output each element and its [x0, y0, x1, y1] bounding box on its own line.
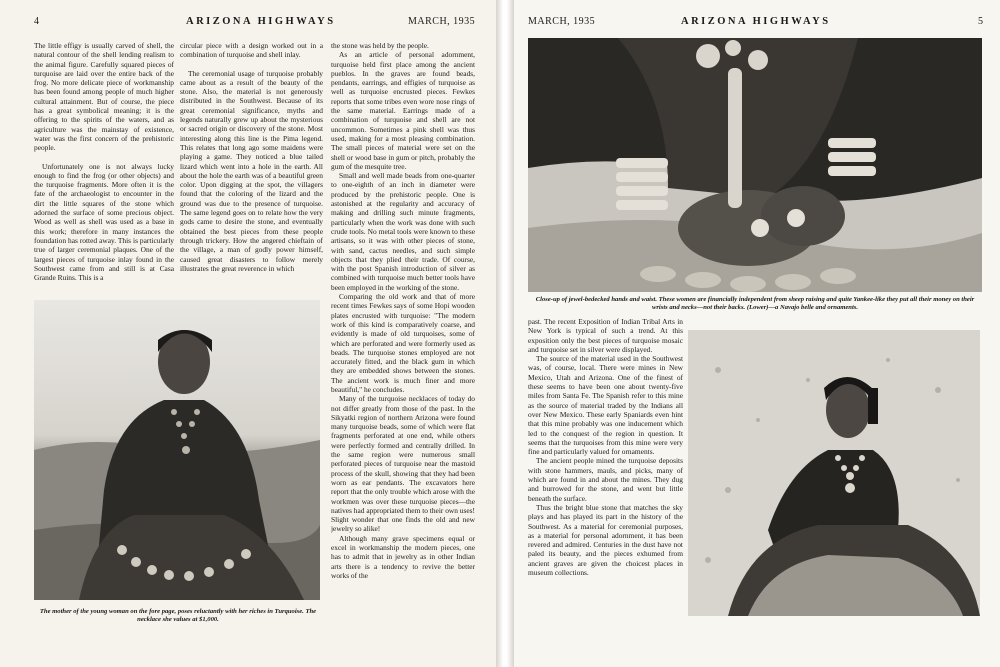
paragraph: Small and well made beads from one-quarter to one-eighth of an inch in diameter were produced by the prehistoric people. One is astonished at the regularity and accuracy of making and drilling such minute fragments, particularly when the work was done with such crude tools. No metal tools were known to these artisans, so it was with other pieces of stone, with sand, cactus needles, and such simple objects that they plied their trade. Of course, with the post Spanish introduction of silver as combined with turquoise much better tools have been employed in the working of the stone. [331, 171, 475, 292]
photo-jeweled-hands [528, 38, 982, 292]
photo-navajo-mother [34, 300, 320, 600]
paragraph: The ancient people mined the turquoise deposits with stone hammers, mauls, and picks, many of which are found in and about the mines. They dug and burrowed for the stone, and went but little beneath the surface. [528, 456, 683, 503]
left-column-3 [331, 41, 475, 647]
left-issue-date: MARCH, 1935 [408, 16, 476, 27]
paragraph: circular piece with a design worked out in a combination of turquoise and shell inlay. [180, 41, 323, 60]
paragraph: past. The recent Exposition of Indian Tribal Arts in New York is typical of such a trend. At this exposition only the best pieces of turquoise mosaic and turquoise set in silver were displayed. [528, 317, 683, 354]
right-page-number: 5 [978, 16, 984, 27]
left-column-1 [34, 41, 174, 319]
right-column-1 [528, 317, 683, 650]
right-top-photo-caption: Close-up of jewel-bedecked hands and waist. These women are financially independent from sheep raising and quite Yankee-like they put all their money on their wrists and necks—not their backs. (Lower)—a Navajo belle and ornaments. [535, 296, 975, 311]
left-magazine-title: ARIZONA HIGHWAYS [186, 16, 336, 27]
right-page [514, 0, 1000, 667]
paragraph: Comparing the old work and that of more recent times Fewkes says of some Hopi wooden plates encrusted with turquoise: "The modern work of this kind is comparatively coarse, and evidently is made of old turquoises, some of which are perforated and were formerly used as beads. The turquoise stones employed are not accurately fitted, and the black gum in which they are embedded shows between the stones. The ancient work is much finer and more beautiful," he concludes. [331, 292, 475, 394]
left-photo-caption: The mother of the young woman on the fore page, poses reluctantly with her riches in Turquoise. The necklace she values at $1,000. [39, 608, 317, 623]
left-column-2 [180, 41, 323, 319]
paragraph: The source of the material used in the Southwest was, of course, local. There were mines in New Mexico, Utah and Arizona. One of the finest of these seems to have been one about twenty-five miles from Santa Fe. The Spanish refer to this mine as the source of material traded by the Indians all over New Mexico. These early Spaniards even hint that this mine probably was one inducement which led to the conquest of the region in question. It seems that the turquoises from this mine were very fine and particularly valued for ornaments. [528, 354, 683, 457]
paragraph: The little effigy is usually carved of shell, the natural contour of the shell lending realism to the animal figure. Carefully squared pieces of turquoise are laid over the entire back of the frog. No more delicate piece of workmanship has been found among people of much higher cultural attainment. But of course, the piece has a great symbolical meaning; it is the offering to the spirits of the waters, and as agriculture was the mainstay of existence, water was the first concern of the prehistoric people. [34, 41, 174, 153]
photo-navajo-belle [688, 330, 980, 616]
right-magazine-title: ARIZONA HIGHWAYS [681, 16, 831, 27]
paragraph: Unfortunately one is not always lucky enough to find the frog (or other objects) and the turquoise fragments. More often it is the fate of the archaeologist to encounter in the dirt the little squares of the stone which adorned the surface of some precious object. Wood as well as shell was used as a base in this work; therefore in many instances the foundation has rotted away. This is particularly true of larger ceremonial plaques. One of the largest pieces of turquoise inlay found in the Southwest came from and still is at Casa Grande Ruins. This is a [34, 161, 174, 283]
paragraph: Although many grave specimens equal or excel in workmanship the modern pieces, one has to admit that in jewelry as in other Indian arts there is a tendency to revive the better works of the [331, 533, 475, 580]
page-gutter [496, 0, 514, 667]
paragraph: The ceremonial usage of turquoise probably came about as a result of the beauty of the stone. Also, the material is not generously distributed in the Southwest. Because of its great ceremonial significance, myths and legends naturally grew up about the mysterious or sacred origin or discovery of the stone. Most interesting along this line is the Pima legend. This relates that long ago some maidens were playing a game. They noticed a blue tailed lizard which went into a hole in the earth. All about the hole the earth was of a beautiful green color. Upon digging at the spot, the villagers found that the coloring of the lizard and the ground was due to the presence of turquoise. The same legend goes on to relate how the very gods came to desire the stone, and eventually obtained the best pieces from these people through trickery. How the angered chieftain of the village, a man of godly power himself, caused great disasters to follow merely illustrates the great reverence in which [180, 68, 323, 273]
paragraph: Thus the bright blue stone that matches the sky plays and has played its part in the history of the Southwest. As a material for ceremonial purposes, as a material for personal adornment, it has been revered and admired. Centuries in the dust have not paled its beauty, and the pieces exhumed from ancient graves are given the choicest places in museum collections. [528, 502, 683, 578]
paragraph: As an article of personal adornment, turquoise held first place among the ancient pueblos. In the graves are found beads, pendants, earrings, and effigies of turquoise as well as turquoise encrusted pieces. Fewkes reports that some tribes even wore nose rings of the same material. Earrings made of a combination of turquoise and shell are not uncommon. Sometimes a pink shell was thus used, making for a most pleasing combination. The small pieces of material were set on the shell or wood base in gum or pitch, probably the gum of the mesquite tree. [331, 50, 475, 171]
left-page-number: 4 [34, 16, 40, 27]
paragraph: the stone was held by the people. [331, 41, 429, 50]
paragraph: Many of the turquoise necklaces of today do not differ greatly from those of the past. In the Sikyatki region of northern Arizona were found many turquoise beads, some of which were flat fragments perforated at one end, while others were perfectly formed and centrally drilled. In the same region were numerous small perforated pieces of turquoise near the mastoid process of the skull, showing that they had been worn as ear pendants. The excavators here report that the only trouble which arose with the workmen was over these turquoise pieces—the natives had appropriated them to their own uses! Slight wonder that one finds the old and new jewelry so alike! [331, 394, 475, 534]
left-page [0, 0, 496, 667]
right-issue-date: MARCH, 1935 [528, 16, 596, 27]
